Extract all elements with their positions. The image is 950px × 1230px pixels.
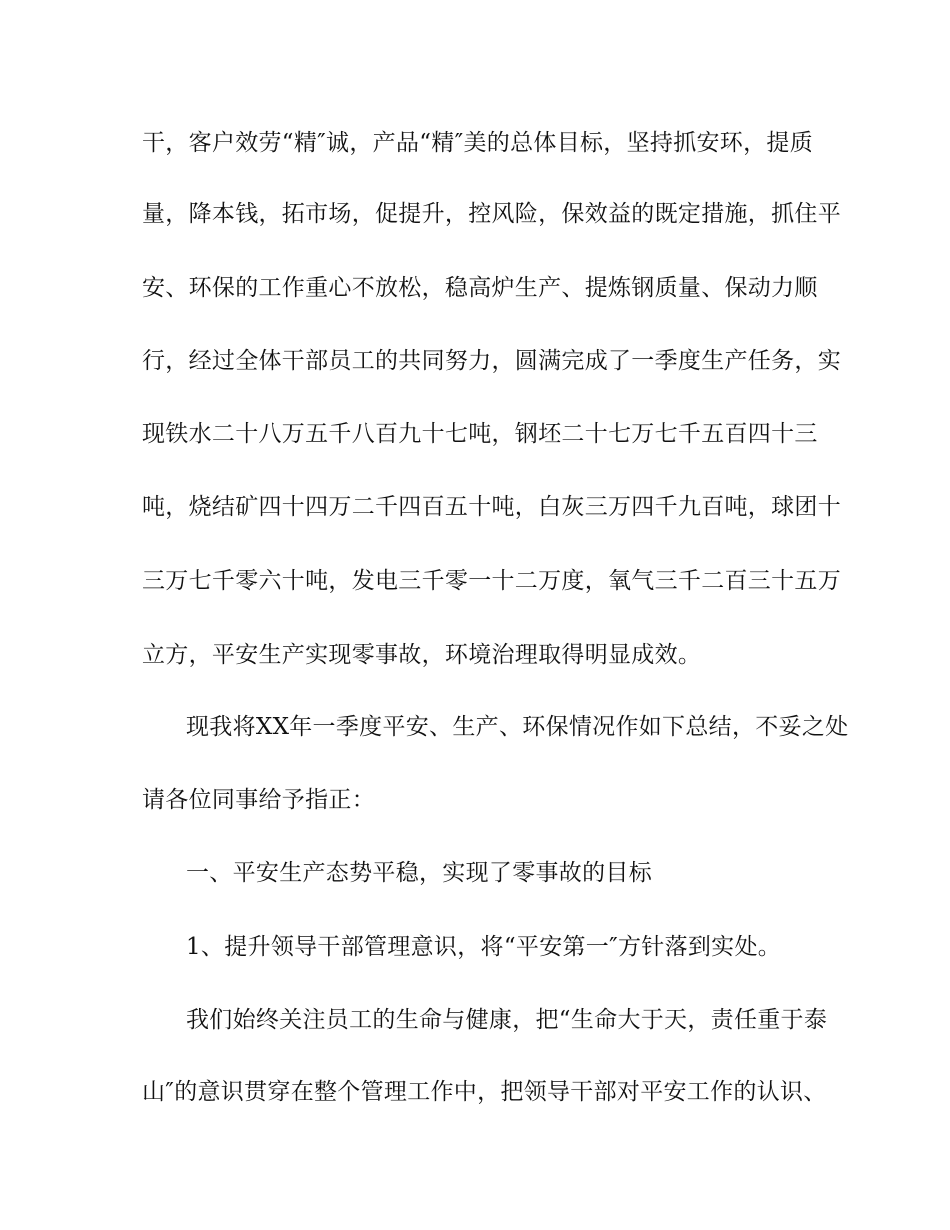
paragraph-line: 量，降本钱，拓市场，促提升，控风险，保效益的既定措施，抓住平 — [142, 201, 841, 227]
paragraph-line: 安、环保的工作重心不放松，稳高炉生产、提炼钢质量、保动力顺 — [142, 275, 818, 301]
paragraph-line: 行，经过全体干部员工的共同努力，圆满完成了一季度生产任务，实 — [142, 348, 841, 374]
paragraph-line: 吨，烧结矿四十四万二千四百五十吨，白灰三万四千九百吨，球团十 — [142, 494, 841, 520]
section-heading: 一、平安生产态势平稳，实现了零事故的目标 — [186, 860, 652, 886]
subsection-heading: 1、提升领导干部管理意识，将“平安第一″方针落到实处。 — [186, 934, 782, 960]
paragraph-line: 立方，平安生产实现零事故，环境治理取得明显成效。 — [142, 642, 702, 668]
paragraph-line: 现我将XX年一季度平安、生产、环保情况作如下总结，不妥之处 — [186, 714, 849, 740]
paragraph-line: 现铁水二十八万五千八百九十七吨，钢坯二十七万七千五百四十三 — [142, 421, 818, 447]
paragraph-line: 我们始终关注员工的生命与健康，把“生命大于天，责任重于泰 — [186, 1007, 828, 1033]
paragraph-line: 三万七千零六十吨，发电三千零一十二万度，氧气三千二百三十五万 — [142, 568, 841, 594]
paragraph-line: 干，客户效劳“精″诚，产品“精″美的总体目标，坚持抓安环，提质 — [142, 130, 813, 156]
paragraph-line: 请各位同事给予指正： — [142, 787, 375, 813]
paragraph-line: 山″的意识贯穿在整个管理工作中，把领导干部对平安工作的认识、 — [142, 1079, 827, 1105]
